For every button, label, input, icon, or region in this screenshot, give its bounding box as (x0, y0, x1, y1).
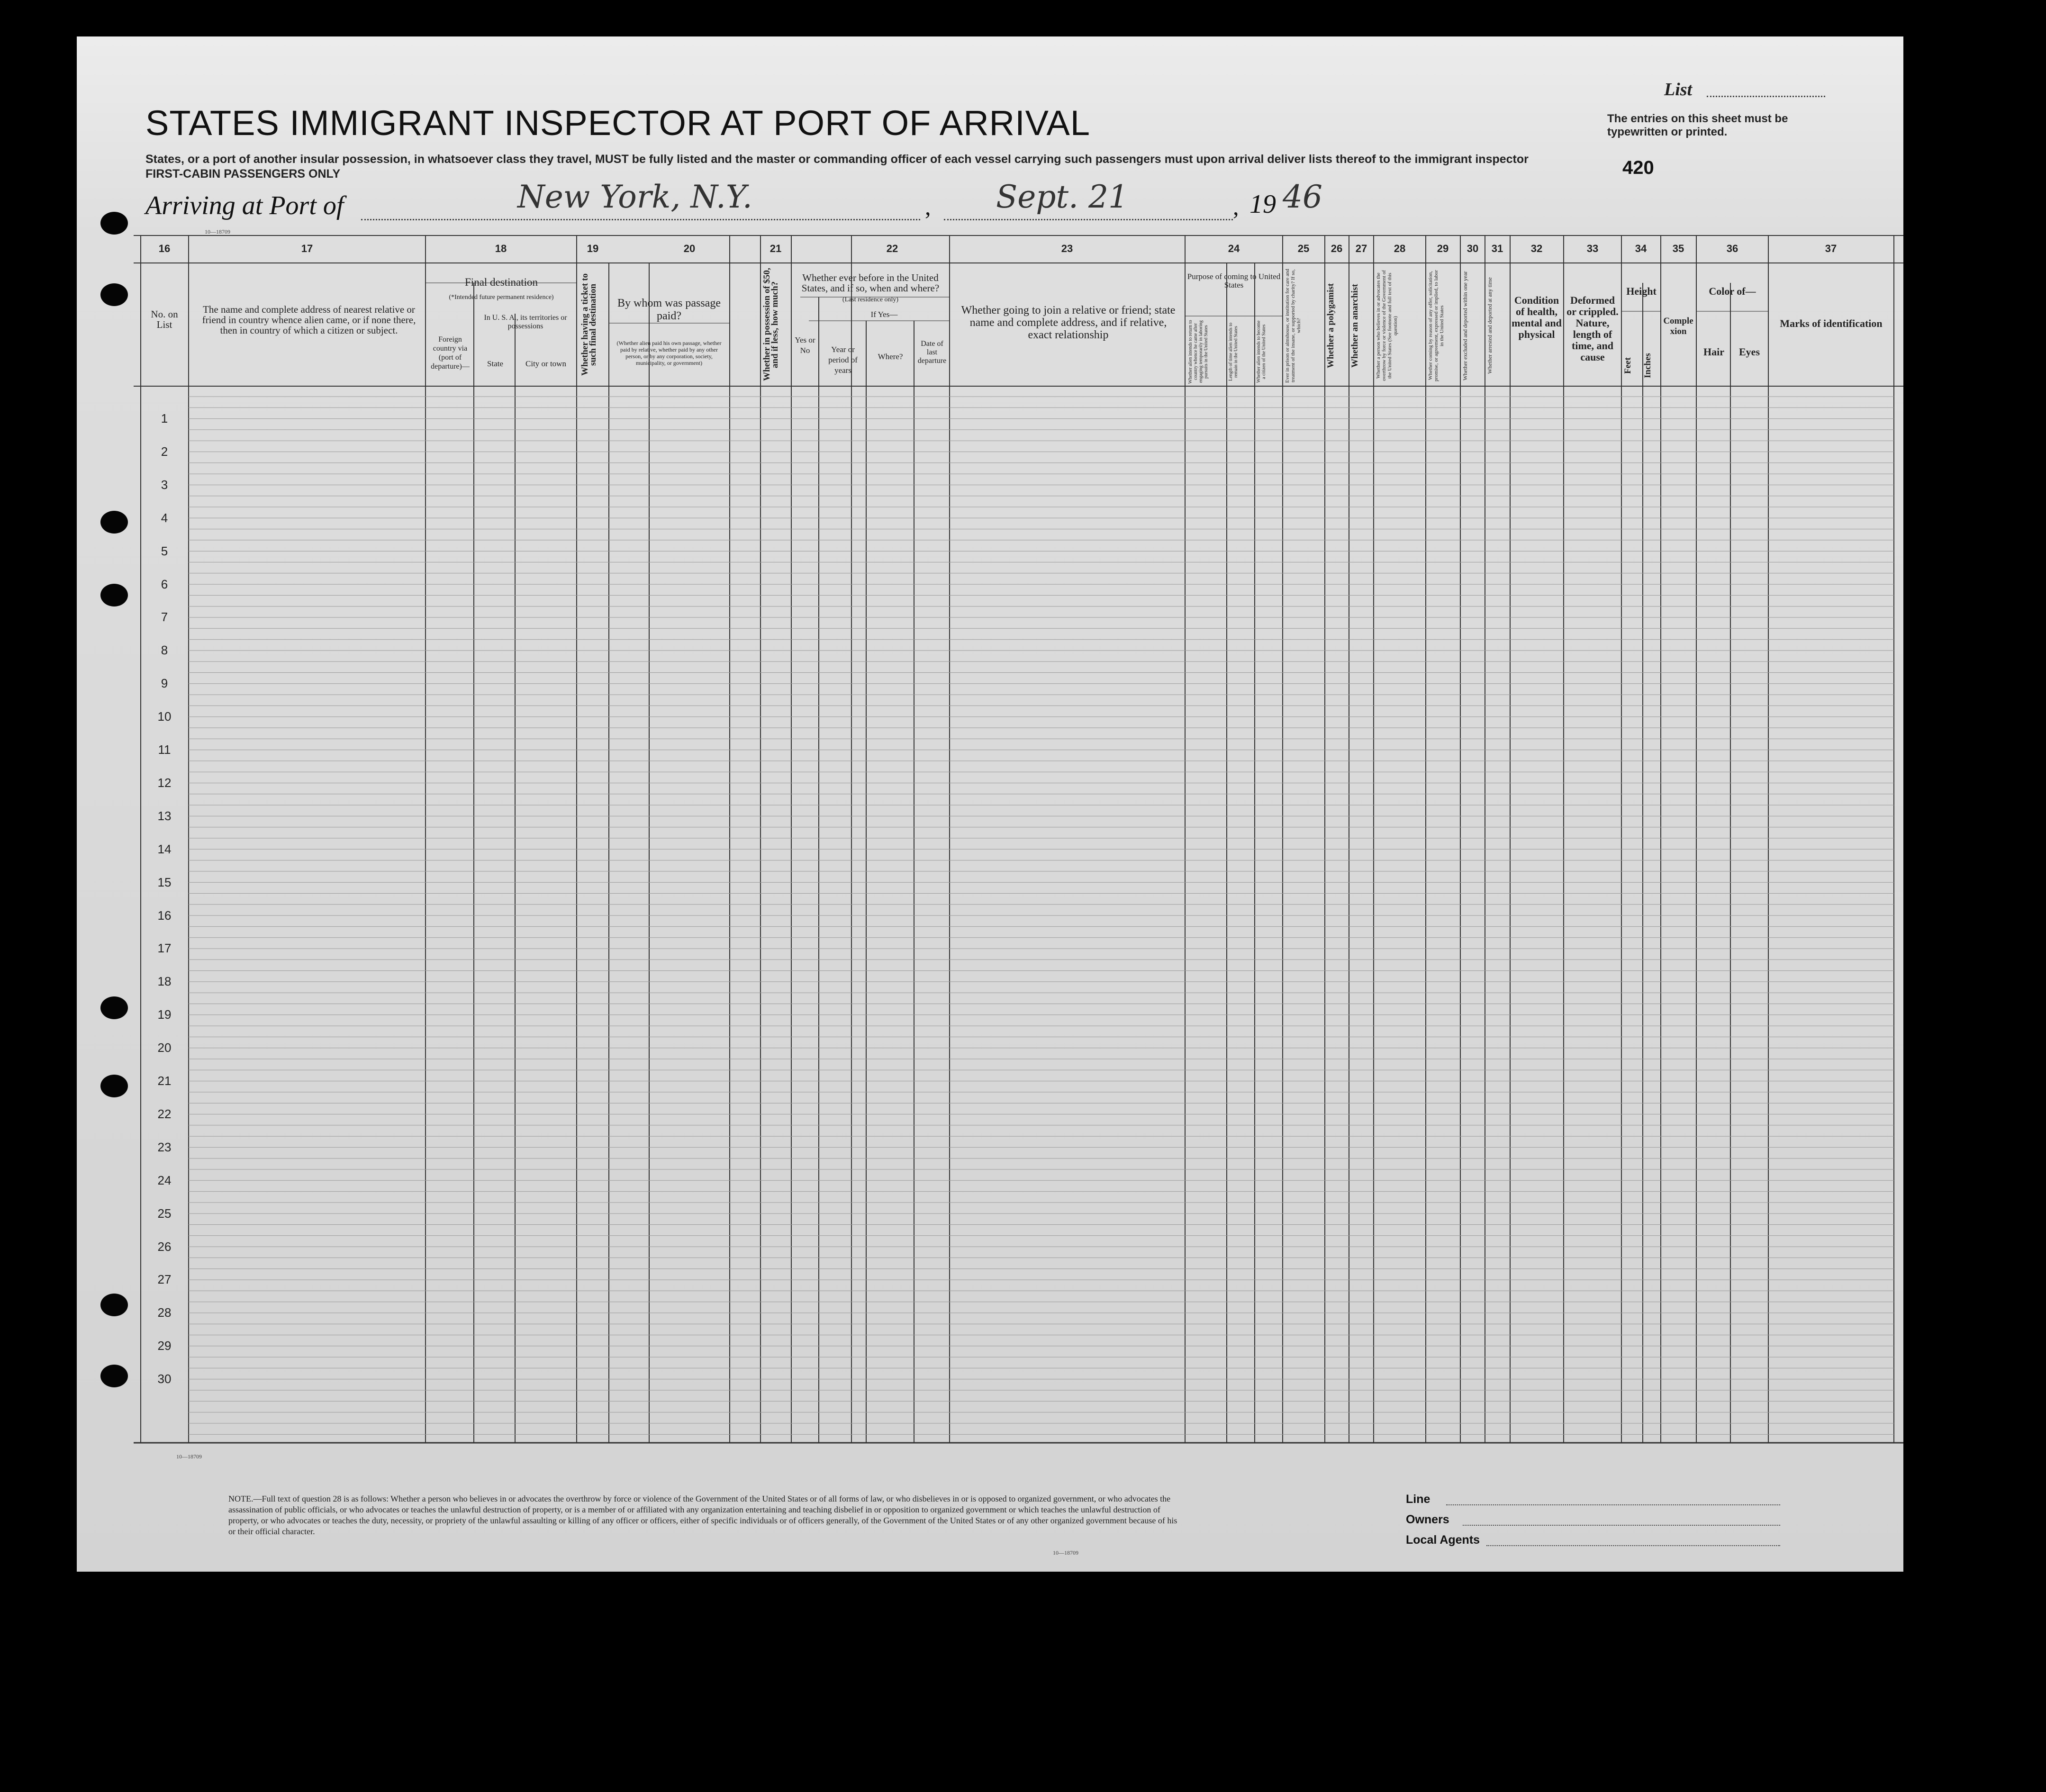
row-number: 21 (157, 1074, 172, 1088)
row-number: 9 (161, 676, 168, 691)
col34-inches: Inches (1643, 353, 1653, 379)
col35-header: Complexion (1663, 316, 1693, 336)
col22-where: Where? (878, 352, 903, 361)
column-number: 34 (1635, 243, 1647, 254)
column-number: 24 (1228, 243, 1240, 254)
line-field (1446, 1504, 1780, 1505)
column-number: 32 (1530, 243, 1543, 254)
punch-hole (100, 996, 128, 1019)
punch-hole (100, 1075, 128, 1097)
col28-header: Whether a person who believes in or advocates the overthrow by force or violence of the Government of the United States (See footnote and full text of this question) (1376, 270, 1398, 381)
row-number: 4 (161, 510, 168, 525)
col36-hair: Hair (1703, 346, 1724, 358)
form-code-top: 10—18709 (205, 228, 230, 235)
owners-field (1463, 1525, 1780, 1526)
column-number: 19 (587, 243, 599, 254)
year-handwritten: 46 (1283, 179, 1322, 215)
port-handwritten: New York, N.Y. (517, 179, 752, 215)
row-number: 17 (157, 941, 172, 956)
col16-header: No. on List (151, 308, 178, 330)
row-number: 26 (157, 1239, 172, 1254)
sheet-number: 420 (1622, 157, 1654, 178)
col37-header: Marks of identification (1780, 317, 1883, 329)
row-number: 13 (157, 808, 172, 823)
column-number: 31 (1491, 243, 1503, 254)
row-number: 10 (157, 709, 172, 724)
col17-header: The name and complete address of nearest relative or friend in country whence alien came, or if none there, then in country of which a citizen or subject. (202, 304, 416, 336)
form-code-footer: 10—18709 (1053, 1549, 1078, 1556)
column-number: 17 (301, 243, 313, 254)
line-label: Line (1406, 1493, 1430, 1506)
column-number: 37 (1825, 243, 1837, 254)
form-subtitle: States, or a port of another insular possession, in whatsoever class they travel, MUST be fully listed and the master or commanding officer of each vessel carrying such passengers must upon arrival deliver lists thereof to the immigrant inspector (145, 153, 1529, 166)
col22-ifyes: If Yes— (870, 310, 898, 319)
row-number: 12 (157, 775, 172, 790)
arriving-label: Arriving at Port of (145, 191, 344, 220)
row-number: 16 (157, 908, 172, 923)
comma: , (925, 193, 931, 220)
date-handwritten: Sept. 21 (996, 179, 1128, 215)
col22-year: Year or period of years (828, 345, 858, 375)
col24-header: Purpose of coming to United States (1187, 272, 1281, 290)
col22-yesno: Yes or No (795, 335, 815, 355)
col24-length: Length of time alien intends to remain in the United States (1228, 322, 1239, 381)
form-code-bottom: 10—18709 (176, 1453, 202, 1460)
column-number: 23 (1061, 243, 1073, 254)
col32-header: Condition of health, mental and physical (1512, 294, 1562, 340)
row-number: 3 (161, 477, 168, 492)
column-number: 35 (1672, 243, 1684, 254)
row-number: 18 (157, 974, 172, 989)
row-number: 22 (157, 1106, 172, 1121)
local-agents-label: Local Agents (1406, 1533, 1480, 1547)
col27-header: Whether an anarchist (1350, 284, 1360, 368)
col18-note: (*Intended future permanent residence) (449, 294, 554, 301)
col24-citizen: Whether alien intends to become a citizen of the United States (1256, 320, 1267, 383)
footnote-question-28: NOTE.—Full text of question 28 is as follows: Whether a person who believes in or advocates the overthrow by force or violence of the Government of the United States or of all forms of law, or who disbelieves in or is opposed to organized government, or who advocates the assassination of public officials, or who advocates or teaches the unlawful destruction of property, or is a member of or affiliated with any organization entertaining and teaching disbelief in or opposition to organized government or which teaches the unlawful destruction of property, or who advocates or teaches the duty, necessity, or propriety of the unlawful assaulting or killing of any officer or officers, either of specific individuals or of officers generally, of the Government of the United States or of any other organized government because of his or their official character. (228, 1494, 1177, 1536)
row-number: 19 (157, 1007, 172, 1022)
column-number: 28 (1394, 243, 1406, 254)
col36-header: Color of— (1709, 285, 1756, 297)
manifest-grid (77, 36, 1903, 1572)
row-number: 23 (157, 1140, 172, 1154)
entries-note: The entries on this sheet must be typewritten or printed. (1607, 112, 1788, 138)
form-title: STATES IMMIGRANT INSPECTOR AT PORT OF ARRIVAL (145, 103, 1091, 143)
col18-usa: In U. S. A., its territories or possessions (484, 314, 567, 330)
col29-header: Whether coming by reason of any offer, solicitation, promise, or agreement, expressed or implied, to labor in the United States (1428, 270, 1445, 382)
punch-hole (100, 511, 128, 534)
row-number: 20 (157, 1041, 172, 1055)
column-number: 36 (1726, 243, 1738, 254)
col18-foreign: Foreign country via (port of departure)— (431, 335, 470, 371)
punch-hole (100, 1365, 128, 1387)
row-number: 29 (157, 1339, 172, 1353)
col20-header: By whom was passage paid? (617, 297, 721, 322)
row-number: 2 (161, 444, 168, 459)
col33-header: Deformed or crippled. Nature, length of time, and cause (1566, 294, 1619, 363)
col34-feet: Feet (1623, 357, 1633, 374)
row-number: 5 (161, 543, 168, 558)
col18-city: City or town (525, 359, 566, 368)
row-number: 14 (157, 842, 172, 856)
col34-header: Height (1626, 285, 1657, 297)
col22-header: Whether ever before in the United States, and if so, when and where? (801, 272, 940, 294)
col25-header: Ever in prison or almshouse, or institution for care and treatment of the insane, or supported by charity? If so, which? (1285, 269, 1302, 383)
punch-hole (100, 283, 128, 306)
punch-hole (100, 212, 128, 235)
punch-hole (100, 1294, 128, 1316)
row-number: 8 (161, 643, 168, 658)
list-label: List (1664, 80, 1693, 100)
column-number: 20 (683, 243, 696, 254)
local-agents-field (1486, 1545, 1780, 1546)
year-prefix: 19 (1249, 190, 1276, 219)
column-number: 25 (1297, 243, 1310, 254)
punch-hole (100, 584, 128, 606)
row-number: 28 (157, 1305, 172, 1320)
owners-label: Owners (1406, 1513, 1449, 1526)
row-number: 25 (157, 1206, 172, 1221)
col22-note: (Last residence only) (842, 296, 899, 303)
row-number: 11 (158, 742, 171, 757)
manifest-sheet (77, 36, 1903, 1572)
row-number: 30 (157, 1372, 172, 1386)
column-number: 21 (770, 243, 782, 254)
col22-departure: Date of last departure (917, 340, 947, 365)
row-number: 24 (157, 1173, 172, 1187)
col26-header: Whether a polygamist (1326, 283, 1336, 369)
col31-header: Whether arrested and deported at any time (1486, 277, 1493, 374)
column-number: 18 (495, 243, 507, 254)
col36-eyes: Eyes (1739, 346, 1760, 358)
column-number: 30 (1467, 243, 1479, 254)
row-number: 15 (157, 875, 172, 889)
col24-return: Whether alien intends to return to country whence he came after engaging temporarily in laboring pursuits in the United States (1188, 320, 1209, 384)
column-number: 26 (1331, 243, 1343, 254)
col19-header: Whether having a ticket to such final destination (580, 273, 598, 376)
column-number: 22 (886, 243, 898, 254)
comma-2: , (1233, 193, 1239, 220)
column-number: 16 (158, 243, 171, 254)
col20-note: (Whether alien paid his own passage, whether paid by relative, whether paid by any other person, or by any corporation, society, municipality, or government) (616, 340, 722, 366)
column-number: 29 (1437, 243, 1449, 254)
passenger-class: FIRST-CABIN PASSENGERS ONLY (145, 167, 341, 181)
col18-state: State (487, 359, 503, 368)
col23-header: Whether going to join a relative or friend; state name and complete address, and if relative, exact relationship (961, 304, 1176, 341)
column-number: 33 (1586, 243, 1599, 254)
row-number: 6 (161, 577, 168, 591)
row-number: 7 (161, 610, 168, 624)
row-number: 1 (161, 411, 168, 425)
column-number: 27 (1355, 243, 1367, 254)
row-number: 27 (157, 1272, 172, 1287)
col30-header: Whether excluded and deported within one year (1462, 271, 1468, 380)
col21-header: Whether in possession of $50, and if less, how much? (762, 268, 780, 381)
col18-header: Final destination (465, 276, 538, 288)
